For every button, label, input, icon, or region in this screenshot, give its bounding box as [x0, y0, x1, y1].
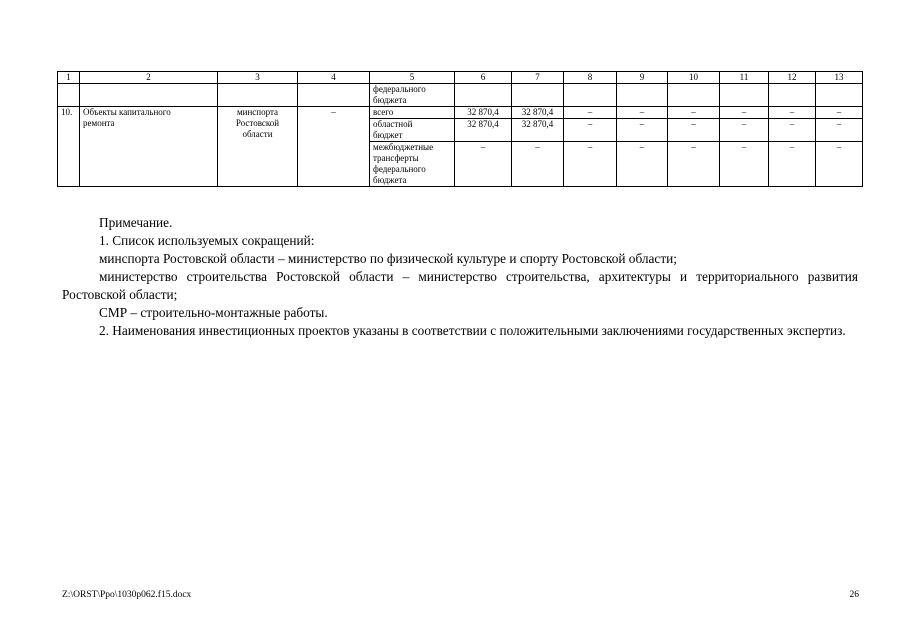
table-cell	[720, 84, 769, 107]
project-name: Объекты капитального ремонта	[80, 107, 218, 187]
column-number: 10	[668, 72, 720, 84]
column-number: 5	[370, 72, 455, 84]
note-paragraph: минспорта Ростовской области – министерство по физической культуре и спорту Ростовской области;	[99, 251, 677, 266]
table-row	[58, 107, 863, 119]
notes-section	[62, 214, 858, 340]
value-cell: –	[455, 142, 512, 187]
value-cell: –	[564, 119, 617, 142]
table-cell	[512, 84, 564, 107]
note-paragraph: 1. Список используемых сокращений:	[99, 233, 315, 248]
value-cell: –	[720, 119, 769, 142]
value-cell: –	[769, 142, 816, 187]
table-cell	[564, 84, 617, 107]
table-cell	[80, 84, 218, 107]
value-cell: –	[769, 119, 816, 142]
column-number: 6	[455, 72, 512, 84]
note-heading: Примечание.	[99, 215, 173, 230]
table-cell	[668, 84, 720, 107]
column-number: 13	[816, 72, 863, 84]
value-cell: –	[720, 142, 769, 187]
value-cell: –	[617, 107, 668, 119]
table-cell	[769, 84, 816, 107]
table-cell	[617, 84, 668, 107]
table-cell	[218, 84, 298, 107]
column-number: 9	[617, 72, 668, 84]
footer-file-path: Z:\ORST\Ppo\1030p062.f15.docx	[62, 590, 192, 600]
value-cell: 32 870,4	[455, 107, 512, 119]
column-number: 3	[218, 72, 298, 84]
value-cell: –	[816, 142, 863, 187]
funding-source-cell: межбюджетные трансферты федерального бюджета	[370, 142, 455, 187]
value-cell: –	[668, 119, 720, 142]
value-cell: –	[668, 107, 720, 119]
value-cell: 32 870,4	[512, 119, 564, 142]
value-cell: –	[816, 107, 863, 119]
funding-source-cell: федерального бюджета	[370, 84, 455, 107]
executor-name: минспорта Ростовской области	[218, 107, 298, 187]
note-paragraph: 2. Наименования инвестиционных проектов указаны в соответствии с положительными заключениями государственных экспертиз.	[99, 323, 846, 338]
column-number: 2	[80, 72, 218, 84]
table-header-row	[58, 72, 863, 84]
value-cell: –	[720, 107, 769, 119]
page-number: 26	[849, 590, 859, 600]
value-cell: 32 870,4	[512, 107, 564, 119]
value-cell: –	[816, 119, 863, 142]
value-cell: –	[769, 107, 816, 119]
column-number: 1	[58, 72, 80, 84]
value-cell: –	[512, 142, 564, 187]
note-paragraph: министерство строительства Ростовской области – министерство строительства, архитектуры и территориального развития Ростовской области;	[62, 269, 858, 302]
funding-source-cell: всего	[370, 107, 455, 119]
table-cell	[455, 84, 512, 107]
column-number: 8	[564, 72, 617, 84]
budget-table	[57, 71, 863, 187]
dash-cell: –	[298, 107, 370, 187]
funding-source-cell: областной бюджет	[370, 119, 455, 142]
column-number: 4	[298, 72, 370, 84]
column-number: 7	[512, 72, 564, 84]
value-cell: –	[564, 107, 617, 119]
table-cell	[58, 84, 80, 107]
column-number: 11	[720, 72, 769, 84]
column-number: 12	[769, 72, 816, 84]
table-row-continuation	[58, 84, 863, 107]
value-cell: –	[617, 119, 668, 142]
row-number: 10.	[58, 107, 80, 187]
value-cell: 32 870,4	[455, 119, 512, 142]
value-cell: –	[564, 142, 617, 187]
value-cell: –	[668, 142, 720, 187]
value-cell: –	[617, 142, 668, 187]
table-cell	[298, 84, 370, 107]
table-cell	[816, 84, 863, 107]
note-paragraph: СМР – строительно-монтажные работы.	[99, 305, 328, 320]
